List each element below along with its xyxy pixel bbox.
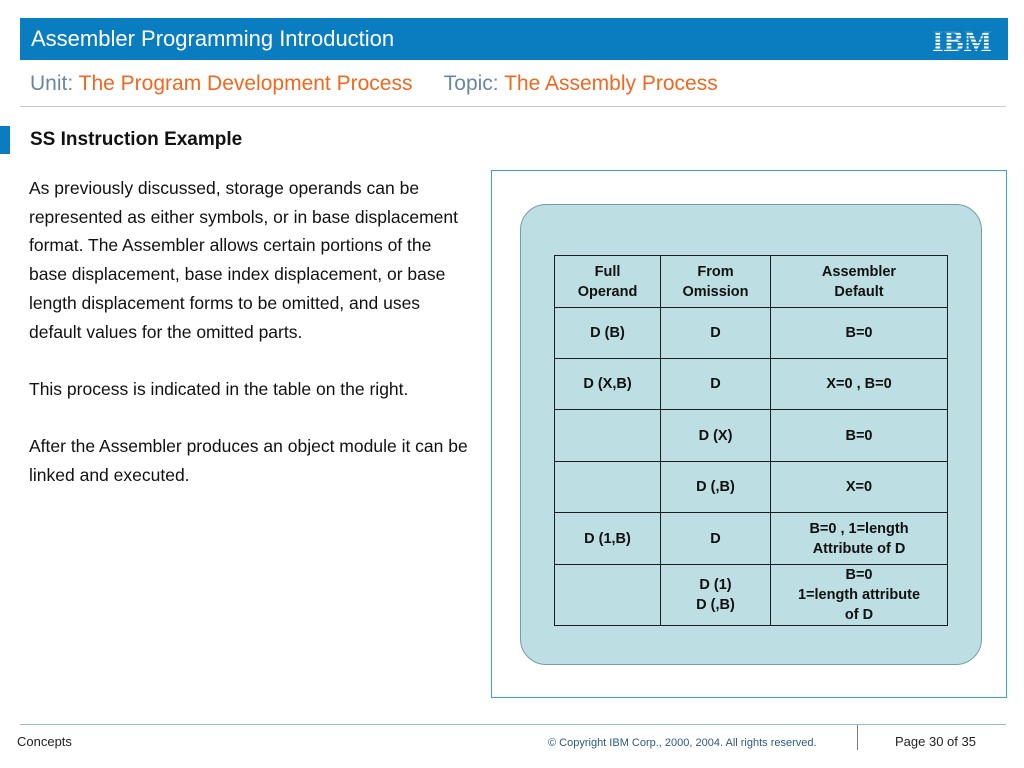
table-row [555, 513, 948, 565]
table-cell: D (1) D (,B) [661, 565, 771, 626]
table-header-cell: Full Operand [555, 256, 661, 308]
table-header-cell: From Omission [661, 256, 771, 308]
header-divider [20, 106, 1006, 107]
table-cell: D (X) [661, 410, 771, 462]
table-row [555, 410, 948, 462]
table-cell: B=0 [771, 410, 948, 462]
topic-value: The Assembly Process [504, 72, 718, 95]
presentation-title: Assembler Programming Introduction [31, 26, 395, 51]
table-row [555, 462, 948, 513]
unit-label: Unit: [30, 72, 74, 95]
title-bar [20, 18, 1008, 60]
body-paragraph: This process is indicated in the table on the right. [29, 378, 409, 399]
footer-separator [857, 725, 858, 750]
table-cell: X=0 [771, 462, 948, 513]
unit-value: The Program Development Process [78, 72, 413, 95]
body-text [29, 174, 469, 518]
table-cell: B=0 [771, 308, 948, 359]
table-row [555, 308, 948, 359]
table-cell: D (1,B) [555, 513, 661, 565]
table-row [555, 359, 948, 410]
table-cell: B=0 1=length attribute of D [771, 565, 948, 626]
table-row [555, 565, 948, 626]
body-paragraph: As previously discussed, storage operands can be represented as either symbols, or in base displacement format. The Assembler allows certain portions of the base displacement, base index displacement, or base length displacement forms to be omitted, and uses default values for the omitted parts. [29, 178, 458, 342]
table-cell: D [661, 513, 771, 565]
table-cell: D [661, 359, 771, 410]
copyright-notice: © Copyright IBM Corp., 2000, 2004. All rights reserved. [548, 737, 817, 749]
table-header-row [555, 256, 948, 308]
table-cell: D (X,B) [555, 359, 661, 410]
body-paragraph: After the Assembler produces an object module it can be linked and executed. [29, 436, 468, 485]
page-number: Page 30 of 35 [895, 734, 976, 749]
table-cell: D [661, 308, 771, 359]
table-cell: B=0 , 1=length Attribute of D [771, 513, 948, 565]
footer-divider [20, 724, 1006, 725]
table-cell [555, 462, 661, 513]
table-cell [555, 410, 661, 462]
unit-topic-line [30, 72, 718, 96]
table-cell: D (B) [555, 308, 661, 359]
table-cell: D (,B) [661, 462, 771, 513]
slide-heading: SS Instruction Example [30, 129, 243, 150]
topic-label: Topic: [443, 72, 499, 95]
operand-defaults-table [554, 255, 948, 626]
svg-text:IBM: IBM [932, 26, 992, 53]
table-cell [555, 565, 661, 626]
table-cell: X=0 , B=0 [771, 359, 948, 410]
table-header-cell: Assembler Default [771, 256, 948, 308]
ibm-logo [930, 26, 994, 53]
footer-section-label: Concepts [17, 734, 72, 749]
heading-accent-bar [0, 126, 10, 154]
